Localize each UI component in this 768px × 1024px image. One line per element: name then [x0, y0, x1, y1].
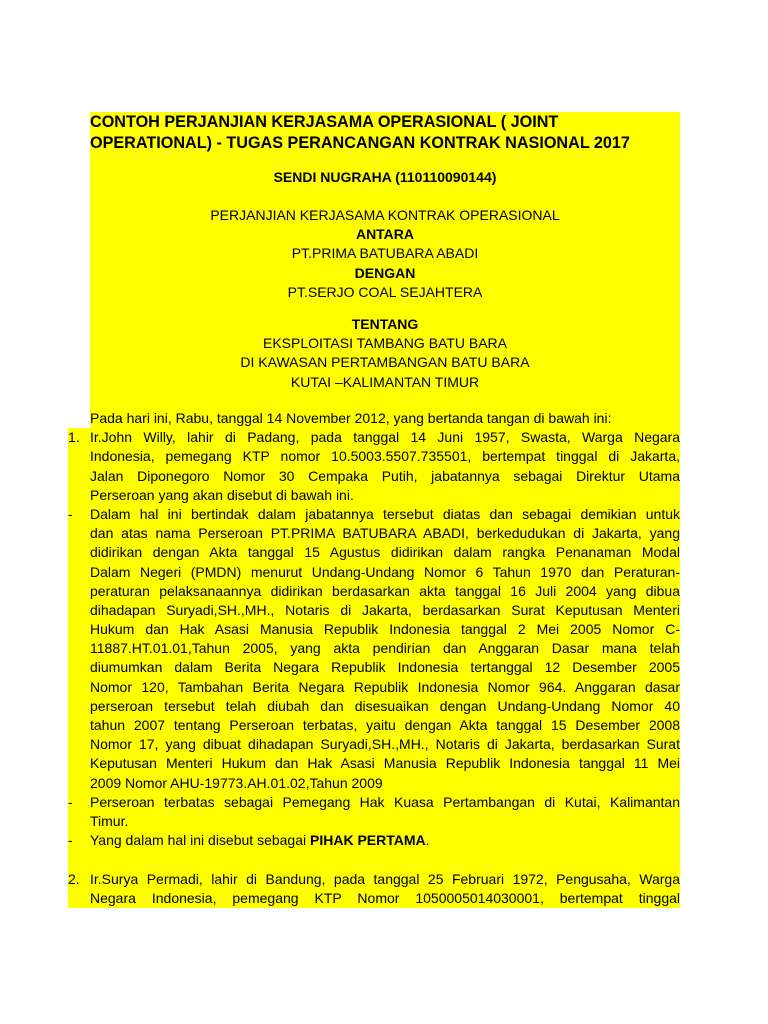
- dash-3-suffix: .: [425, 832, 430, 849]
- item-1-line: Indonesia, pemegang KTP nomor 10.5003.5507.735501, bertempat tinggal di Jakarta,: [90, 448, 680, 465]
- dash-1-line: Keputusan Menteri Hukum dan Hak Asasi Manusia Republik Indonesia tanggal 11 Mei: [90, 755, 680, 772]
- subject-heading: [90, 315, 680, 392]
- agreement-heading-with: DENGAN: [354, 264, 416, 281]
- dash-1-line: Nomor 120, Tambahan Berita Negara Republik Indonesia Nomor 964. Anggaran dasar: [90, 678, 680, 695]
- list-marker: 2.: [68, 870, 80, 887]
- item-2-line: Negara Indonesia, pemegang KTP Nomor 1050005014030001, bertempat tinggal: [90, 889, 680, 906]
- subject-line-2: DI KAWASAN PERTAMBANGAN BATU BARA: [240, 354, 530, 371]
- item-1-line: Jalan Diponegoro Nomor 30 Cempaka Putih, jabatannya sebagai Direktur Utama: [90, 467, 680, 484]
- title-line-2: OPERATIONAL) - TUGAS PERANCANGAN KONTRAK NASIONAL 2017: [90, 133, 680, 154]
- dash-1-line: Dalam hal ini bertindak dalam jabatannya tersebut diatas dan sebagai demikian untuk: [90, 505, 680, 522]
- dash-3-prefix: Yang dalam hal ini disebut sebagai: [90, 832, 311, 849]
- list-marker: -: [68, 793, 73, 810]
- dash-2-line: Perseroan terbatas sebagai Pemegang Hak Kuasa Pertambangan di Kutai, Kalimantan: [90, 793, 680, 810]
- list-marker: -: [68, 505, 73, 522]
- dash-1-line: diumumkan dalam Berita Negara Republik Indonesia tertanggal 12 Desember 2005: [90, 659, 680, 676]
- blank-line: [68, 850, 680, 869]
- dash-1-line: tahun 2007 tentang Perseroan terbatas, yaitu dengan Akta tanggal 15 Desember 2008: [90, 717, 680, 733]
- dash-1-line: Nomor 17, yang dibuat dihadapan Suryadi,SH.,MH., Notaris di Jakarta, berdasarkan Surat: [90, 736, 680, 753]
- author-block: [90, 168, 680, 188]
- dash-1-line: Hukum dan Hak Asasi Manusia Republik Indonesia tanggal 2 Mei 2005 Nomor C-: [90, 621, 680, 638]
- item-1-line: Perseroan yang akan disebut di bawah ini.: [90, 486, 354, 503]
- dash-1-line: Dalam Negeri (PMDN) menurut Undang-Undang Nomor 6 Tahun 1970 dan Peraturan-: [90, 563, 680, 580]
- list-marker: 1.: [68, 429, 80, 446]
- dash-1-line: dan atas nama Perseroan PT.PRIMA BATUBARA ABADI, berkedudukan di Jakarta, yang: [90, 525, 680, 542]
- list-item-2: [68, 870, 680, 908]
- item-1-line: Ir.John Willy, lahir di Padang, pada tanggal 14 Juni 1957, Swasta, Warga Negara: [90, 429, 680, 446]
- agreement-heading-line-1: PERJANJIAN KERJASAMA KONTRAK OPERASIONAL: [210, 207, 560, 223]
- party-2-name: PT.SERJO COAL SEJAHTERA: [287, 283, 483, 300]
- agreement-heading-between: ANTARA: [355, 226, 415, 243]
- document-title: [90, 112, 680, 154]
- agreement-heading: [90, 206, 680, 302]
- subject-about: TENTANG: [351, 316, 419, 332]
- dash-1-line: 11887.HT.01.01,Tahun 2005, yang akta pendirian dan Anggaran Dasar mana telah: [90, 640, 680, 657]
- dash-3-line: [90, 831, 680, 850]
- party-1-name: PT.PRIMA BATUBARA ABADI: [291, 245, 479, 262]
- title-line-1: CONTOH PERJANJIAN KERJASAMA OPERASIONAL ( JOINT: [90, 112, 680, 133]
- dash-1-line: 2009 Nomor AHU-19773.AH.01.02,Tahun 2009: [90, 774, 383, 791]
- subject-line-3: KUTAI –KALIMANTAN TIMUR: [290, 373, 480, 390]
- author-name: SENDI NUGRAHA (110110090144): [273, 169, 497, 185]
- list-marker: -: [68, 832, 73, 849]
- dash-1-line: peraturan pelaksanaannya didirikan berdasarkan akta tanggal 16 Juli 2004 yang dibua: [90, 582, 680, 599]
- item-2-line: Ir.Surya Permadi, lahir di Bandung, pada tanggal 25 Februari 1972, Pengusaha, Warga: [90, 870, 680, 887]
- subject-line-1: EKSPLOITASI TAMBANG BATU BARA: [262, 335, 508, 352]
- opening-paragraph: Pada hari ini, Rabu, tanggal 14 November 2012, yang bertanda tangan di bawah ini:: [90, 409, 680, 428]
- dash-1-line: perseroan tersebut telah diubah dan disesuaikan dengan Undang-Undang Nomor 40: [90, 697, 680, 714]
- dash-1-line: dihadapan Suryadi,SH.,MH., Notaris di Jakarta, berdasarkan Surat Keputusan Menteri: [90, 601, 680, 618]
- list-item-dash-3: [68, 831, 680, 850]
- dash-2-line: Timur.: [90, 812, 129, 829]
- list-item-1: [68, 428, 680, 505]
- dash-1-line: didirikan dengan Akta tanggal 15 Agustus didirikan dalam rangka Penanaman Modal: [90, 544, 680, 561]
- document-body: [68, 409, 680, 908]
- list-item-dash-1: [68, 505, 680, 793]
- party-role-label: PIHAK PERTAMA: [310, 832, 426, 849]
- list-item-dash-2: [68, 793, 680, 831]
